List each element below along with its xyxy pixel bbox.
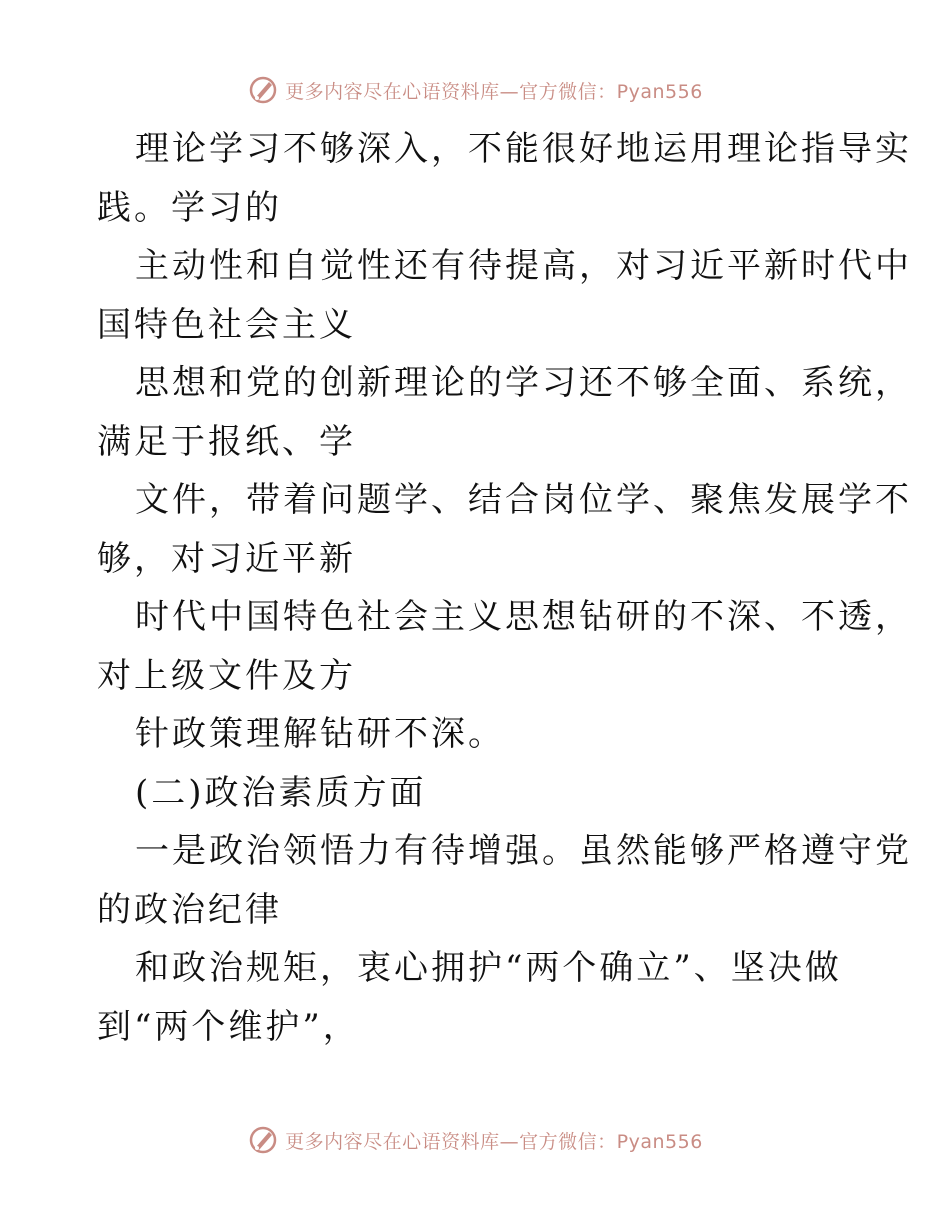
text-line: 针政策理解钻研不深。: [135, 714, 505, 754]
text-line: 主动性和自觉性还有待提高，对习近平新时代中: [135, 246, 912, 286]
text-line: 和政治规矩，衷心拥护“两个确立”、坚决做: [135, 948, 842, 988]
pen-logo-icon: [247, 1124, 279, 1156]
text-line: 一是政治领悟力有待增强。虽然能够严格遵守党: [135, 831, 912, 871]
text-line: 对上级文件及方: [97, 655, 356, 696]
watermark-text: 更多内容尽在心语资料库—官方微信：Pyan556: [285, 1130, 703, 1153]
text-line: 到“两个维护”，: [97, 1006, 360, 1047]
text-line: 国特色社会主义: [97, 304, 356, 345]
section-heading: (二)政治素质方面: [135, 772, 427, 813]
text-line: 的政治纪律: [97, 889, 282, 930]
footer-watermark: [0, 1123, 950, 1157]
text-line: 思想和党的创新理论的学习还不够全面、系统，: [135, 363, 912, 403]
text-line: 践。学习的: [97, 187, 282, 228]
text-line: 时代中国特色社会主义思想钻研的不深、不透，: [135, 597, 912, 637]
text-line: 文件，带着问题学、结合岗位学、聚焦发展学不: [135, 480, 912, 520]
pen-logo-icon: [247, 74, 279, 106]
document-body: [97, 120, 912, 1056]
text-line: 理论学习不够深入，不能很好地运用理论指导实: [135, 129, 912, 169]
header-watermark: [0, 73, 950, 107]
text-line: 够，对习近平新: [97, 538, 356, 579]
watermark-text: 更多内容尽在心语资料库—官方微信：Pyan556: [285, 80, 703, 103]
text-line: 满足于报纸、学: [97, 421, 356, 462]
